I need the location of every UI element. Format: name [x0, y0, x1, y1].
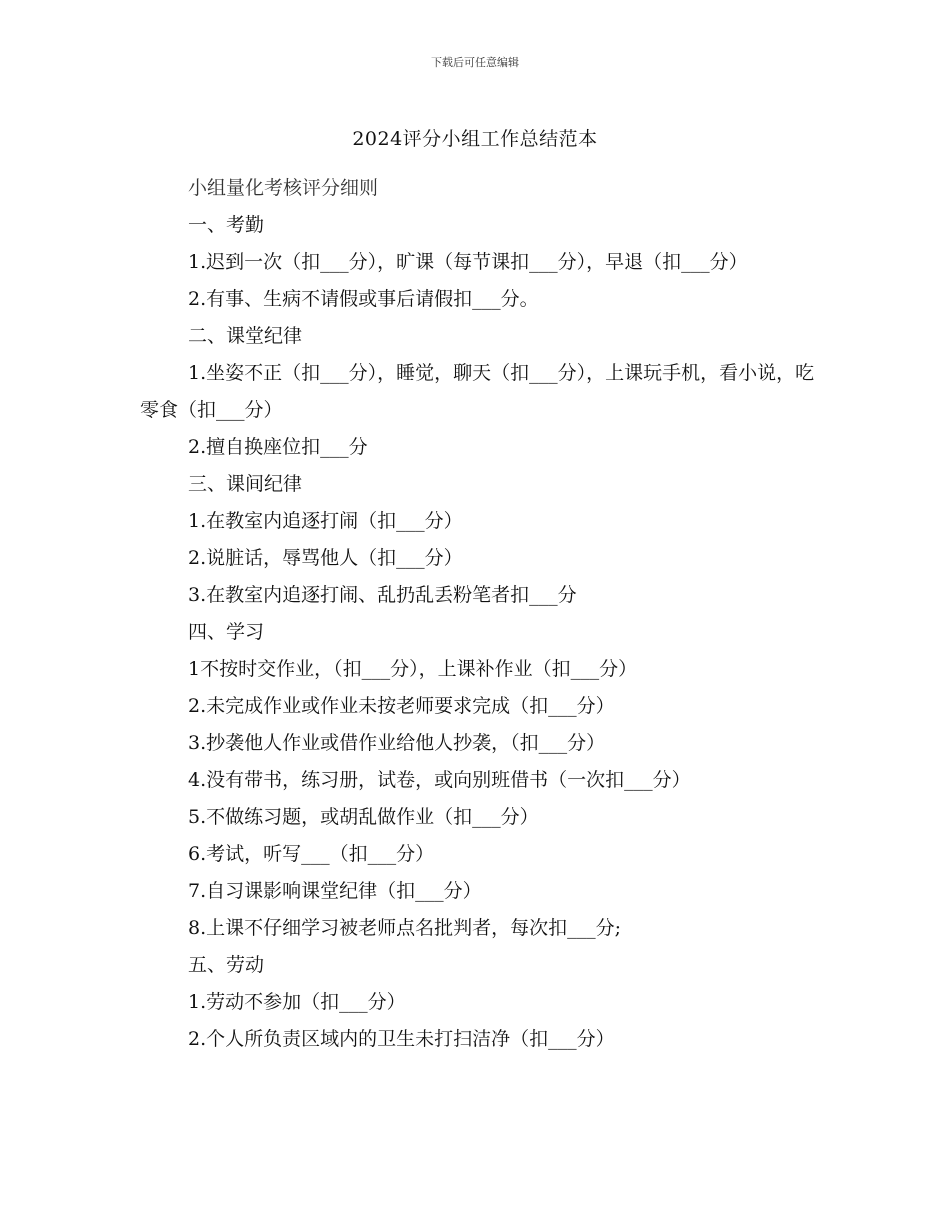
rule-item: 3.抄袭他人作业或借作业给他人抄袭，（扣___分） [188, 732, 606, 754]
rule-item: 2.未完成作业或作业未按老师要求完成（扣___分） [188, 695, 615, 717]
rule-item: 2.擅自换座位扣___分 [188, 436, 368, 458]
rule-item: 2.个人所负责区域内的卫生未打扫洁净（扣___分） [188, 1028, 615, 1050]
rule-item: 2.有事、生病不请假或事后请假扣___分。 [188, 288, 539, 310]
document-body [140, 170, 820, 1058]
rule-item: 1不按时交作业，（扣___分），上课补作业（扣___分） [188, 658, 638, 680]
document-title: 2024评分小组工作总结范本 [352, 128, 598, 150]
rule-item: 1.劳动不参加（扣___分） [188, 991, 406, 1013]
section-heading: 四、学习 [188, 621, 265, 643]
section-heading: 小组量化考核评分细则 [188, 177, 379, 199]
section-heading: 二、课堂纪律 [188, 325, 303, 347]
rule-item: 4.没有带书，练习册，试卷，或向别班借书（一次扣___分） [188, 769, 691, 791]
rule-item: 1.在教室内追逐打闹（扣___分） [188, 510, 463, 532]
rule-item: 8.上课不仔细学习被老师点名批判者，每次扣___分; [188, 917, 622, 939]
rule-item: 5.不做练习题，或胡乱做作业（扣___分） [188, 806, 539, 828]
rule-item: 7.自习课影响课堂纪律（扣___分） [188, 880, 482, 902]
rule-item: 1.迟到一次（扣___分），旷课（每节课扣___分），早退（扣___分） [188, 251, 748, 273]
rule-item: 1.坐姿不正（扣___分），睡觉，聊天（扣___分），上课玩手机，看小说，吃零食（扣___分） [140, 362, 815, 421]
section-heading: 一、考勤 [188, 214, 265, 236]
rule-item: 2.说脏话，辱骂他人（扣___分） [188, 547, 463, 569]
section-heading: 三、课间纪律 [188, 473, 303, 495]
rule-item: 6.考试，听写___（扣___分） [188, 843, 435, 865]
page-header: 下载后可任意编辑 [431, 56, 519, 69]
rule-item: 3.在教室内追逐打闹、乱扔乱丢粉笔者扣___分 [188, 584, 577, 606]
section-heading: 五、劳动 [188, 954, 265, 976]
